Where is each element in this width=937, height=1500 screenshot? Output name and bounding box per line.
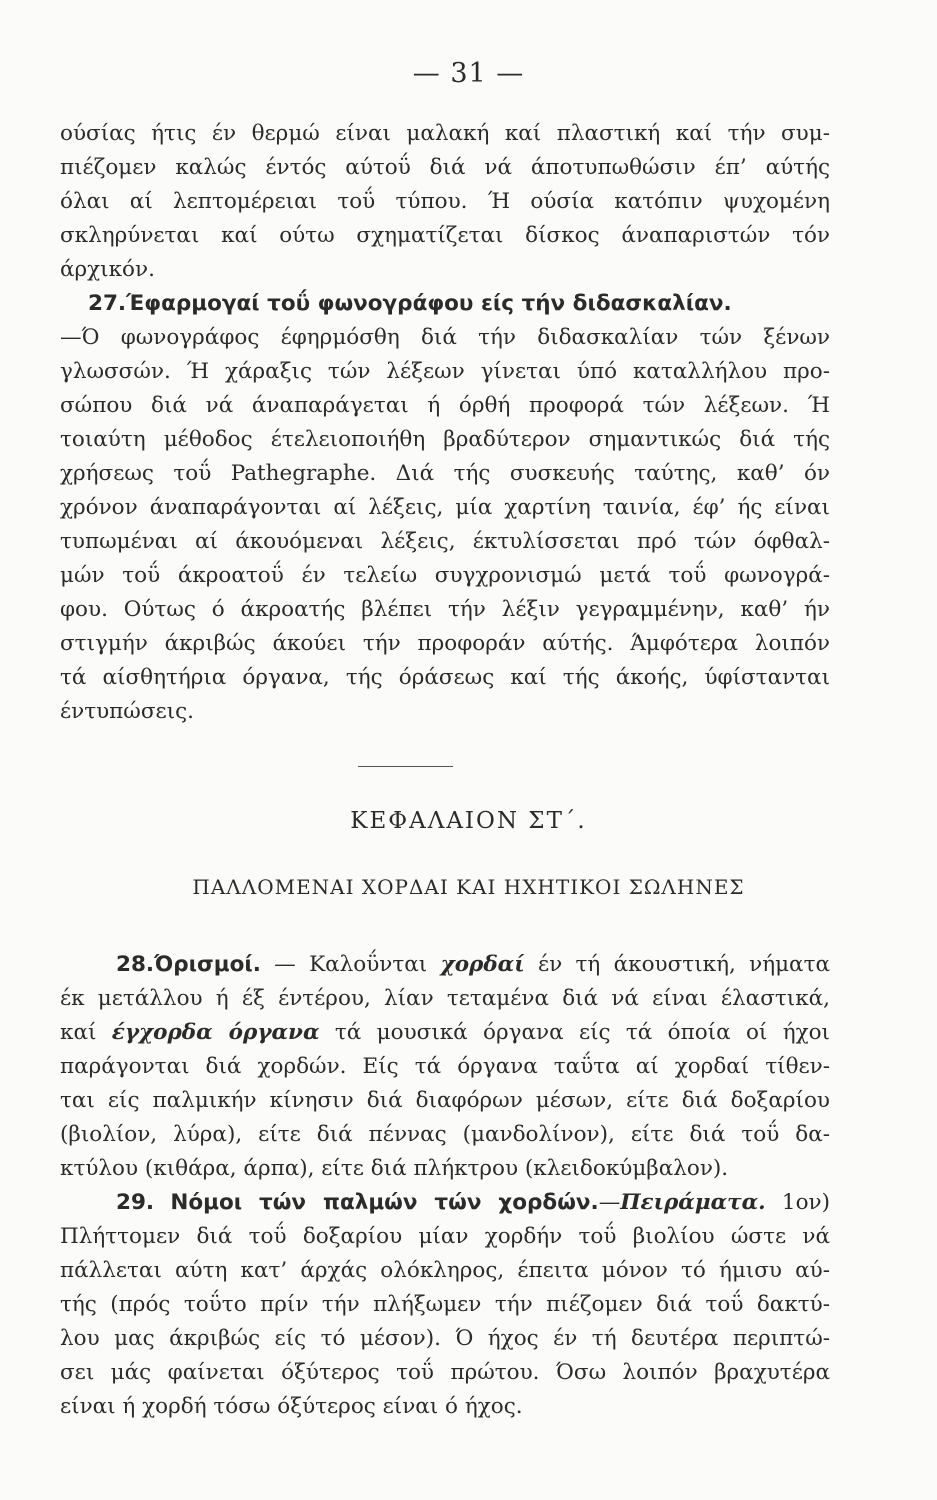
text-fragment: 1ον) (781, 1190, 830, 1215)
section-number: 29. (116, 1190, 155, 1215)
chapter-subtitle: ΠΑΛΛΟΜΕΝΑΙ ΧΟΡΔΑΙ ΚΑΙ ΗΧΗΤΙΚΟΙ ΣΩΛΗΝΕΣ (192, 875, 745, 899)
text-line: τής (πρός τοΰτο πρίν τήν πλήξωμεν τήν πιέζομεν διά τοΰ δακτύ- (60, 1292, 830, 1317)
section-29-heading: 29. Νόμοι τών παλμών τών χορδών.—Πειράματα. 1ον) (116, 1190, 830, 1215)
text-line: φου. Ούτως ό άκροατής βλέπει τήν λέξιν γεγραμμένην, καθ’ ήν (60, 597, 830, 622)
text-line: Πλήττομεν διά τοΰ δοξαρίου μίαν χορδήν τοΰ βιολίου ώστε νά (60, 1224, 830, 1249)
text-line: χρόνον άναπαράγονται αί λέξεις, μία χαρτίνη ταινία, έφ’ ής είναι (60, 495, 830, 520)
text-line: έκ μετάλλου ή έξ έντέρου, λίαν τεταμένα διά νά είναι έλαστικά, (60, 986, 830, 1011)
section-28-first-line (60, 948, 830, 982)
text-line: ούσίας ήτις έν θερμώ είναι μαλακή καί πλαστική καί τήν συμ- (60, 121, 830, 146)
text-line: λου μας άκριβώς είς τό μέσον). Ό ήχος έν τή δευτέρα περιπτώ- (60, 1326, 830, 1351)
section-title: Έφαρμογαί τοΰ φωνογράφου είς τήν διδασκαλίαν. (126, 291, 732, 316)
text-line: όλαι αί λεπτομέρειαι τοΰ τύπου. Ή ούσία κατόπιν ψυχομένη (60, 189, 830, 214)
section-number: 27. (88, 291, 127, 316)
text-fragment: τά μουσικά όργανα είς τά όποία οί ήχοι (334, 1020, 830, 1045)
text-line (60, 1016, 830, 1050)
text-line: σει μάς φαίνεται όξύτερος τοΰ πρώτου. Όσω λοιπόν βραχυτέρα (60, 1360, 830, 1385)
text-line: πιέζομεν καλώς έντός αύτοΰ διά νά άποτυπωθώσιν έπ’ αύτής (60, 155, 830, 180)
section-29 (60, 1186, 830, 1424)
text-fragment: — Καλοΰνται (274, 952, 428, 977)
text-line: γλωσσών. Ή χάραξις τών λέξεων γίνεται ύπό καταλλήλου προ- (60, 359, 830, 384)
section-title: Νόμοι τών παλμών τών χορδών. (170, 1190, 599, 1215)
text-line: παράγονται διά χορδών. Είς τά όργανα ταΰτα αί χορδαί τίθεν- (60, 1054, 830, 1079)
text-line: (βιολίον, λύρα), είτε διά πέννας (μανδολίνον), είτε διά τοΰ δα- (60, 1122, 830, 1147)
text-fragment: καί (60, 1020, 97, 1045)
divider-rule (358, 766, 453, 767)
chapter-heading: ΚΕΦΑΛΑΙΟΝ ΣΤ΄. (350, 808, 587, 834)
term-chordai: χορδαί (440, 952, 525, 977)
text-line: μών τοΰ άκροατοΰ έν τελείω συγχρονισμώ μετά τοΰ φωνογρά- (60, 563, 830, 588)
text-line: έντυπώσεις. (60, 699, 194, 724)
section-27 (60, 287, 830, 729)
term-enchorda-organa: έγχορδα όργανα (111, 1020, 320, 1045)
page-number: — 31 — (412, 58, 525, 89)
text-line: τυπωμέναι αί άκουόμεναι λέξεις, έκτυλίσσεται πρό τών όφθαλ- (60, 529, 830, 554)
section-27-heading (60, 287, 830, 321)
text-line: άρχικόν. (60, 257, 155, 282)
text-line: στιγμήν άκριβώς άκούει τήν προφοράν αύτής. Άμφότερα λοιπόν (60, 631, 830, 656)
text-line: κτύλου (κιθάρα, άρπα), είτε διά πλήκτρου (κλειδοκύμβαλον). (60, 1156, 729, 1181)
section-number: 28. (116, 952, 155, 977)
section-title: Όρισμοί. (154, 952, 261, 977)
text-line: σώπου διά νά άναπαράγεται ή όρθή προφορά τών λέξεων. Ή (60, 393, 830, 418)
text-line: —Ό φωνογράφος έφηρμόσθη διά τήν διδασκαλίαν τών ξένων (60, 325, 830, 350)
text-line: ται είς παλμικήν κίνησιν διά διαφόρων μέσων, είτε διά δοξαρίου (60, 1088, 830, 1113)
section-subtitle: Πειράματα. (620, 1190, 766, 1215)
text-fragment: έν τή άκουστική, νήματα (537, 952, 830, 977)
text-line: είναι ή χορδή τόσω όξύτερος είναι ό ήχος. (60, 1394, 523, 1419)
text-line: τοιαύτη μέθοδος έτελειοποιήθη βραδύτερον σημαντικώς διά τής (60, 427, 830, 452)
section-28 (60, 948, 830, 1186)
text-line: πάλλεται αύτη κατ’ άρχάς ολόκληρος, έπειτα μόνον τό ήμισυ αύ- (60, 1258, 830, 1283)
text-line: χρήσεως τοΰ Pathegraphe. Διά τής συσκευής ταύτης, καθ’ όν (60, 461, 830, 486)
text-line: τά αίσθητήρια όργανα, τής όράσεως καί τής άκοής, ύφίστανται (60, 665, 830, 690)
paragraph-continuation (60, 117, 830, 287)
text-line: σκληρύνεται καί ούτω σχηματίζεται δίσκος άναπαριστών τόν (60, 223, 830, 248)
